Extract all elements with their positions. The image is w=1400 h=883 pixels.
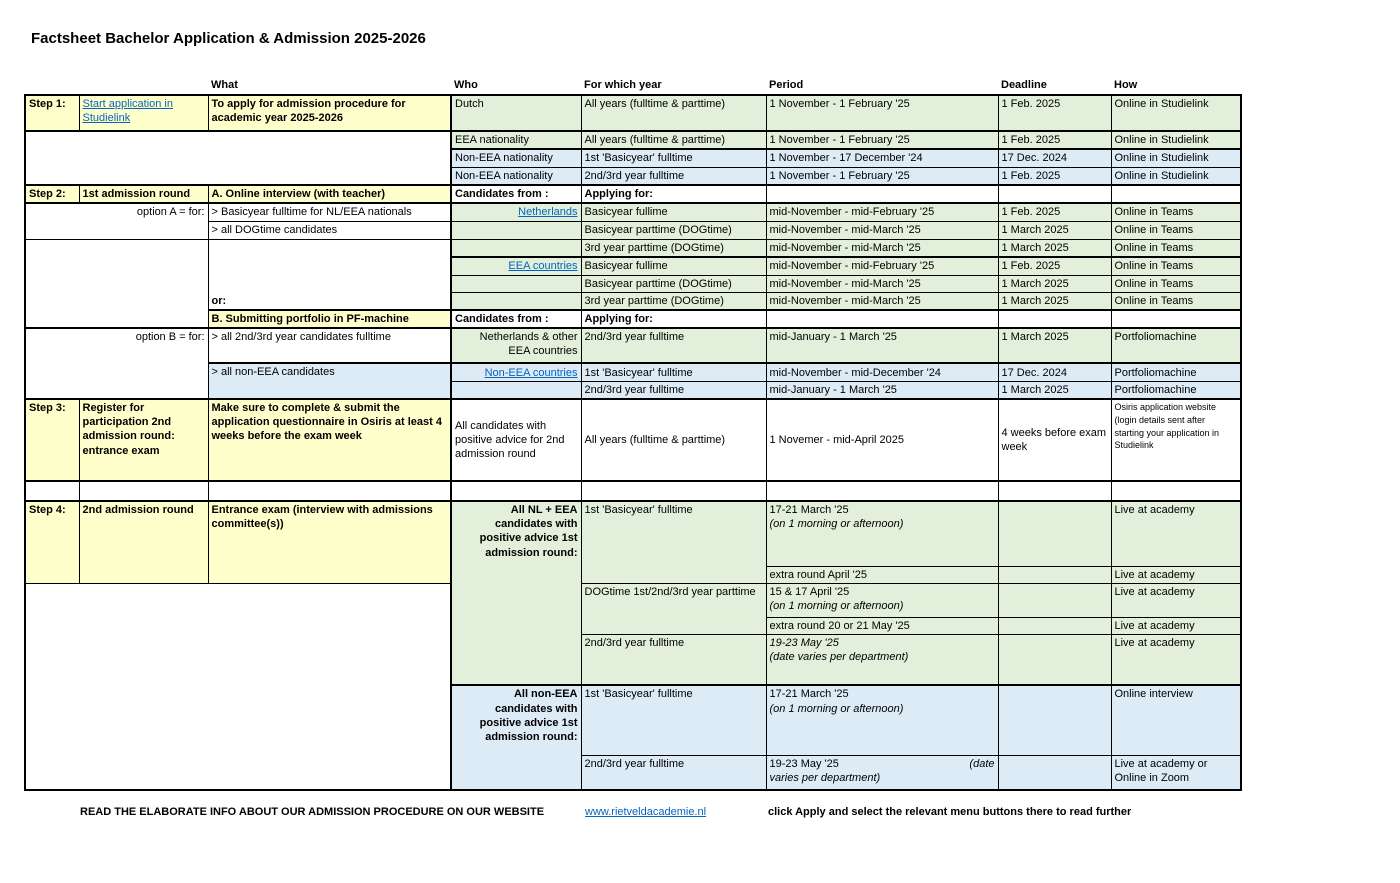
optionB-what2: > all non-EEA candidates	[208, 363, 451, 399]
optionB-r1-who	[451, 363, 581, 381]
optionA-r5-period: mid-November - mid-March '25	[766, 292, 998, 310]
step4-r4-year: 2nd/3rd year fulltime	[581, 634, 766, 685]
step1-r2-deadline: 17 Dec. 2024	[998, 149, 1111, 167]
empty-cell	[1111, 310, 1241, 328]
step4-r6-period: 19-23 May '25 (date varies per department)	[766, 755, 998, 790]
spacer-cell	[451, 481, 581, 501]
column-header-period: Period	[769, 78, 804, 91]
step2-optionA-title: A. Online interview (with teacher)	[208, 185, 451, 203]
step4-empty-left	[25, 583, 451, 790]
step1-r3-year: 2nd/3rd year fulltime	[581, 167, 766, 185]
step4-noneea-group: All non-EEA candidates with positive advice 1st admission round:	[451, 685, 581, 790]
optionA-r0-period: mid-November - mid-February '25	[766, 203, 998, 221]
empty-cell	[998, 685, 1111, 755]
step4-r6-year: 2nd/3rd year fulltime	[581, 755, 766, 790]
or-label: or:	[208, 239, 451, 310]
step2-label: Step 2:	[25, 185, 79, 203]
step2-round: 1st admission round	[79, 185, 208, 203]
optionB-what1: > all 2nd/3rd year candidates fulltime	[208, 328, 451, 363]
empty-cell	[998, 501, 1111, 566]
optionA-r5-deadline: 1 March 2025	[998, 292, 1111, 310]
optionB-r2-deadline: 1 March 2025	[998, 381, 1111, 399]
eea-countries-link[interactable]: EEA countries	[508, 260, 578, 273]
step3-sublabel: Register for participation 2nd admission round: entrance exam	[79, 399, 208, 481]
optionA-r2-period: mid-November - mid-March '25	[766, 239, 998, 257]
optionA-r0-how: Online in Teams	[1111, 203, 1241, 221]
step1-r0-period: 1 November - 1 February '25	[766, 95, 998, 131]
empty-cell	[998, 634, 1111, 685]
optionA-what1: > Basicyear fulltime for NL/EEA nationals	[208, 203, 451, 221]
optionA-r3-who	[451, 257, 581, 275]
optionA-r3-year: Basicyear fullime	[581, 257, 766, 275]
step1-r3-who: Non-EEA nationality	[451, 167, 581, 185]
optionB-r0-how: Portfoliomachine	[1111, 328, 1241, 363]
spacer-cell	[79, 481, 208, 501]
step4-label: Step 4:	[25, 501, 79, 583]
optionA-label: option A = for:	[25, 203, 208, 239]
optionB-r2-year: 2nd/3rd year fulltime	[581, 381, 766, 399]
empty-cell	[451, 292, 581, 310]
footer-text-right: click Apply and select the relevant menu buttons there to read further	[768, 806, 1132, 818]
empty-cell	[998, 185, 1111, 203]
step3-who: All candidates with positive advice for 2nd admission round	[451, 399, 581, 481]
optionA-r4-year: Basicyear parttime (DOGtime)	[581, 275, 766, 292]
studielink-link[interactable]: Start application in Studielink	[82, 98, 173, 125]
header-spacer	[25, 74, 208, 95]
step1-label: Step 1:	[25, 95, 79, 131]
step1-r2-period: 1 November - 17 December '24	[766, 149, 998, 167]
step4-nl-group: All NL + EEA candidates with positive advice 1st admission round:	[451, 501, 581, 685]
step4-r0-how: Live at academy	[1111, 501, 1241, 566]
empty-cell	[451, 239, 581, 257]
website-link[interactable]: www.rietveldacademie.nl	[585, 806, 707, 818]
factsheet-table	[24, 74, 1242, 791]
optionA-r1-deadline: 1 March 2025	[998, 221, 1111, 239]
optionA-r2-year: 3rd year parttime (DOGtime)	[581, 239, 766, 257]
optionA-r3-how: Online in Teams	[1111, 257, 1241, 275]
optionB-r1-how: Portfoliomachine	[1111, 363, 1241, 381]
empty-cell	[998, 583, 1111, 617]
empty-cell	[1111, 185, 1241, 203]
page-title: Factsheet Bachelor Application & Admission 2025-2026	[31, 30, 426, 47]
step1-empty-left	[25, 131, 451, 185]
step4-round: 2nd admission round	[79, 501, 208, 583]
optionA-r3-deadline: 1 Feb. 2025	[998, 257, 1111, 275]
empty-cell	[998, 310, 1111, 328]
step1-r3-deadline: 1 Feb. 2025	[998, 167, 1111, 185]
step4-r2-year: DOGtime 1st/2nd/3rd year parttime	[581, 583, 766, 634]
empty-cell	[998, 617, 1111, 634]
column-header-year: For which year	[584, 78, 662, 91]
optionB-label: option B = for:	[25, 328, 208, 399]
non-eea-countries-link[interactable]: Non-EEA countries	[484, 366, 578, 379]
optionA-r3-period: mid-November - mid-February '25	[766, 257, 998, 275]
optionA-r4-deadline: 1 March 2025	[998, 275, 1111, 292]
optionB-r0-deadline: 1 March 2025	[998, 328, 1111, 363]
step1-r0-how: Online in Studielink	[1111, 95, 1241, 131]
column-header-deadline: Deadline	[1001, 78, 1047, 91]
step4-r5-how: Online interview	[1111, 685, 1241, 755]
step1-r1-year: All years (fulltime & parttime)	[581, 131, 766, 149]
step4-r5-year: 1st 'Basicyear' fulltime	[581, 685, 766, 755]
step1-r3-period: 1 November - 1 February '25	[766, 167, 998, 185]
empty-cell	[451, 275, 581, 292]
empty-cell	[451, 221, 581, 239]
step4-r1-period: extra round April '25	[766, 566, 998, 583]
empty-cell	[998, 566, 1111, 583]
spacer-cell	[766, 481, 998, 501]
optionB-r2-period: mid-January - 1 March '25	[766, 381, 998, 399]
empty-cell	[766, 185, 998, 203]
step4-r3-how: Live at academy	[1111, 617, 1241, 634]
optionB-r2-how: Portfoliomachine	[1111, 381, 1241, 399]
column-header-how: How	[1114, 78, 1138, 91]
optionB-r1-year: 1st 'Basicyear' fulltime	[581, 363, 766, 381]
spacer-cell	[998, 481, 1111, 501]
step1-r0-who: Dutch	[451, 95, 581, 131]
step4-r4-how: Live at academy	[1111, 634, 1241, 685]
optionA-r1-period: mid-November - mid-March '25	[766, 221, 998, 239]
step3-year: All years (fulltime & parttime)	[581, 399, 766, 481]
step4-r2-how: Live at academy	[1111, 583, 1241, 617]
step3-label: Step 3:	[25, 399, 79, 481]
optionA-r0-year: Basicyear fullime	[581, 203, 766, 221]
optionA-r4-how: Online in Teams	[1111, 275, 1241, 292]
step1-r1-who: EEA nationality	[451, 131, 581, 149]
column-header-who: Who	[454, 78, 478, 91]
step1-r0-year: All years (fulltime & parttime)	[581, 95, 766, 131]
step4-r1-how: Live at academy	[1111, 566, 1241, 583]
step2-applying-for: Applying for:	[581, 185, 766, 203]
empty-cell	[998, 755, 1111, 790]
optionB-r0-who: Netherlands & other EEA countries	[451, 328, 581, 363]
step4-r5-period: 17-21 March '25 (on 1 morning or afternoon)	[766, 685, 998, 755]
step4-r0-year: 1st 'Basicyear' fulltime	[581, 501, 766, 583]
step2-empty-left	[25, 239, 208, 328]
optionA-r1-how: Online in Teams	[1111, 221, 1241, 239]
optionA-r5-how: Online in Teams	[1111, 292, 1241, 310]
optionB-r0-year: 2nd/3rd year fulltime	[581, 328, 766, 363]
optionB-applying-for: Applying for:	[581, 310, 766, 328]
spacer-cell	[25, 481, 79, 501]
step1-r1-period: 1 November - 1 February '25	[766, 131, 998, 149]
optionA-r1-year: Basicyear parttime (DOGtime)	[581, 221, 766, 239]
optionA-r0-deadline: 1 Feb. 2025	[998, 203, 1111, 221]
footer-text-left: READ THE ELABORATE INFO ABOUT OUR ADMISSION PROCEDURE ON OUR WEBSITE	[80, 806, 545, 818]
optionA-what2: > all DOGtime candidates	[208, 221, 451, 239]
step2-candidates-from: Candidates from :	[451, 185, 581, 203]
netherlands-link[interactable]: Netherlands	[518, 206, 578, 219]
step1-r1-deadline: 1 Feb. 2025	[998, 131, 1111, 149]
step1-r2-who: Non-EEA nationality	[451, 149, 581, 167]
step4-r0-period: 17-21 March '25 (on 1 morning or afternoon)	[766, 501, 998, 566]
optionA-r2-how: Online in Teams	[1111, 239, 1241, 257]
step1-link-cell	[79, 95, 208, 131]
optionB-candidates-from: Candidates from :	[451, 310, 581, 328]
step1-r2-how: Online in Studielink	[1111, 149, 1241, 167]
step1-what: To apply for admission procedure for academic year 2025-2026	[208, 95, 451, 131]
step3-period: 1 Novemer - mid-April 2025	[766, 399, 998, 481]
spacer-cell	[208, 481, 451, 501]
empty-cell	[451, 381, 581, 399]
step1-r0-deadline: 1 Feb. 2025	[998, 95, 1111, 131]
spacer-cell	[1111, 481, 1241, 501]
column-header-what: What	[211, 78, 238, 91]
spacer-cell	[581, 481, 766, 501]
step1-r1-how: Online in Studielink	[1111, 131, 1241, 149]
optionA-r4-period: mid-November - mid-March '25	[766, 275, 998, 292]
step4-r6-how: Live at academy or Online in Zoom	[1111, 755, 1241, 790]
optionA-r5-year: 3rd year parttime (DOGtime)	[581, 292, 766, 310]
optionB-r1-period: mid-November - mid-December '24	[766, 363, 998, 381]
empty-cell	[766, 310, 998, 328]
optionB-r1-deadline: 17 Dec. 2024	[998, 363, 1111, 381]
step4-r3-period: extra round 20 or 21 May '25	[766, 617, 998, 634]
step4-what: Entrance exam (interview with admissions committee(s))	[208, 501, 451, 583]
optionA-r2-deadline: 1 March 2025	[998, 239, 1111, 257]
step3-what: Make sure to complete & submit the application questionnaire in Osiris at least 4 weeks before the exam week	[208, 399, 451, 481]
optionA-r0-who	[451, 203, 581, 221]
step3-how: Osiris application website (login details sent after starting your application in Studielink	[1111, 399, 1241, 481]
step1-r2-year: 1st 'Basicyear' fulltime	[581, 149, 766, 167]
step4-r2-period: 15 & 17 April '25 (on 1 morning or afternoon)	[766, 583, 998, 617]
step1-r3-how: Online in Studielink	[1111, 167, 1241, 185]
optionB-title: B. Submitting portfolio in PF-machine	[208, 310, 451, 328]
optionB-r0-period: mid-January - 1 March '25	[766, 328, 998, 363]
step4-r4-period: 19-23 May '25 (date varies per department)	[766, 634, 998, 685]
step3-deadline: 4 weeks before exam week	[998, 399, 1111, 481]
